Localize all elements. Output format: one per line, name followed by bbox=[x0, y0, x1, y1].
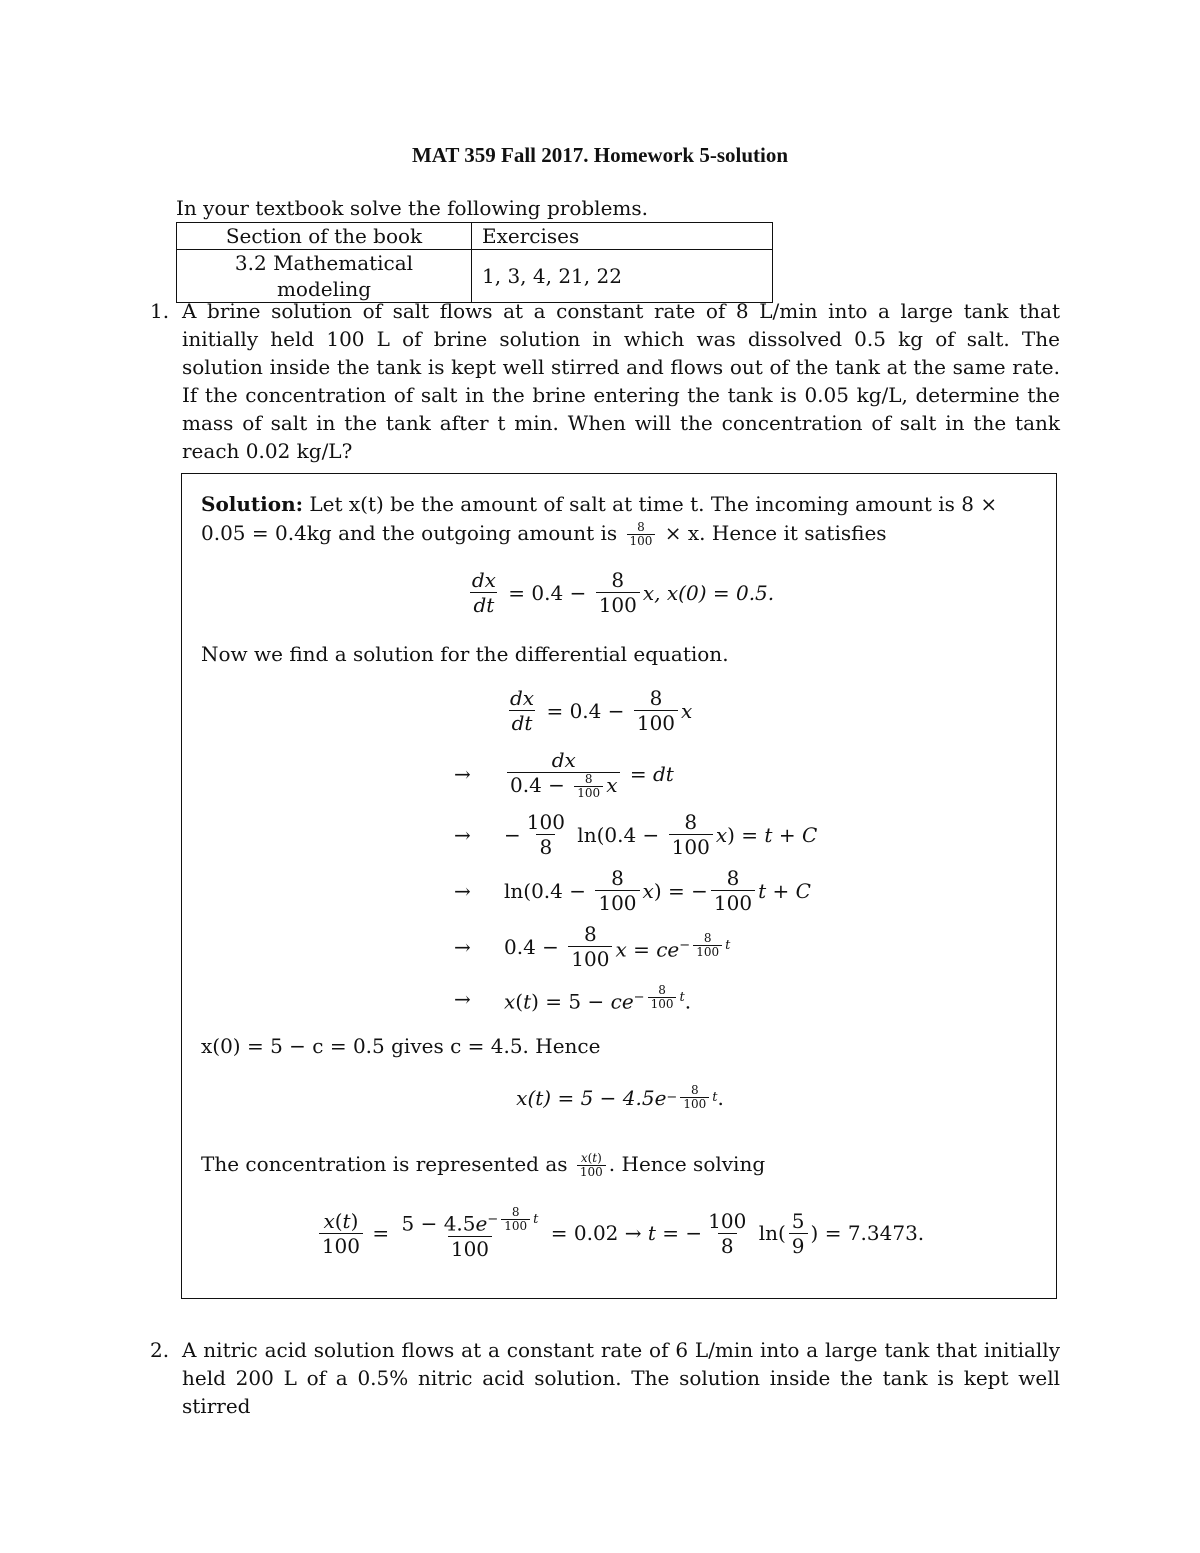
ivp-equation-rest: x, x(0) = 0.5. bbox=[642, 580, 775, 605]
exercise-table bbox=[176, 222, 773, 303]
table-header-section: Section of the book bbox=[177, 223, 472, 250]
solution-text-3: x(0) = 5 − c = 0.5 gives c = 4.5. Hence bbox=[201, 1034, 601, 1058]
derivation-block bbox=[454, 686, 954, 1016]
solution-label: Solution: bbox=[201, 492, 304, 516]
derivation-step-3: → − $\frac{100}{8}$ ln(0.4 − $\frac{8}{100}$ x) = t + C bbox=[454, 810, 818, 859]
table-header-row bbox=[177, 223, 773, 250]
fraction-8-over-100: $\frac{8}{100}$ bbox=[627, 521, 656, 548]
problem-text: A nitric acid solution flows at a constant rate of 6 L/min into a large tank that initially held 200 L of a 0.5% nitric acid solution. The solution inside the tank is kept well stirred bbox=[182, 1338, 1060, 1418]
intro-text: In your textbook solve the following problems. bbox=[176, 196, 648, 220]
ivp-equation: $\frac{dx}{dt}$ = 0.4 − $\frac{8}{100}$ x, x(0) = 0.5. bbox=[471, 568, 775, 617]
solution-text-1a: Let x(t) be the amount of salt at time t. The incoming amount is 8 × bbox=[309, 492, 998, 516]
page-title: MAT 359 Fall 2017. Homework 5-solution bbox=[411, 143, 789, 167]
concentration-equation: $\frac{x(t)}{100}$ = $5 - 4.5e^{- \frac{8}{100} t}$ 100 = 0.02 → t = − $\frac{100}{8}$ ln( $\frac{5}{9}$ ) = 7.3473. bbox=[182, 1206, 1058, 1261]
derivation-step-6: → $x(t) = 5 - ce^{- \frac{8}{100} t}$. bbox=[454, 983, 692, 1014]
problem-2 bbox=[150, 1336, 1060, 1420]
problem-text: A brine solution of salt flows at a constant rate of 8 L/min into a large tank that initially held 100 L of brine solution in which was dissolved 0.5 kg of salt. The solution inside the tank is kept well stirred and flows out of the tank at the same rate. If the concentration of salt in the brine entering the tank is 0.05 kg/L, determine the mass of salt in the tank after t min. When will the concentration of salt in the tank reach 0.02 kg/L? bbox=[182, 299, 1060, 463]
solution-equation-text: x(t) = 5 − 4.5e bbox=[516, 1085, 667, 1110]
solution-text-2: Now we find a solution for the differential equation. bbox=[201, 642, 729, 666]
table-cell-exercises: 1, 3, 4, 21, 22 bbox=[472, 250, 773, 303]
problem-1 bbox=[150, 297, 1060, 465]
problem-number: 1. bbox=[150, 299, 170, 323]
problem-number: 2. bbox=[150, 1338, 170, 1362]
derivation-step-5: → 0.4 − $\frac{8}{100}$ $x = ce^{- \frac{8}{100} t}$ bbox=[454, 922, 731, 971]
solution-equation: x(t) = 5 − 4.5e − $\frac{8}{100}$ t . bbox=[516, 1083, 724, 1111]
solution-text-4: The concentration is represented as $\frac{x(t)}{100}$ . Hence solving bbox=[201, 1151, 766, 1179]
solution-box bbox=[181, 473, 1057, 1299]
table-cell-section: 3.2 Mathematical modeling bbox=[177, 250, 472, 303]
derivation-step-1: $\frac{dx}{dt}$ = 0.4 − $\frac{8}{100}$ x bbox=[510, 686, 693, 735]
solution-text-4a: The concentration is represented as bbox=[201, 1152, 568, 1176]
table-row bbox=[177, 250, 773, 303]
solution-intro bbox=[201, 490, 1039, 548]
solution-text-1b: 0.05 = 0.4kg and the outgoing amount is bbox=[201, 521, 618, 545]
solution-text-4b: . Hence solving bbox=[608, 1152, 766, 1176]
derivation-step-2: → dx 0.4 − $\frac{8}{100}$ x = dt bbox=[454, 748, 674, 800]
derivation-step-4: → ln(0.4 − $\frac{8}{100}$ x) = − $\frac{8}{100}$ t + C bbox=[454, 866, 811, 915]
solution-text-1c: × x. Hence it satisfies bbox=[664, 521, 887, 545]
table-header-exercises: Exercises bbox=[472, 223, 773, 250]
answer-value: = 7.3473. bbox=[824, 1221, 925, 1246]
